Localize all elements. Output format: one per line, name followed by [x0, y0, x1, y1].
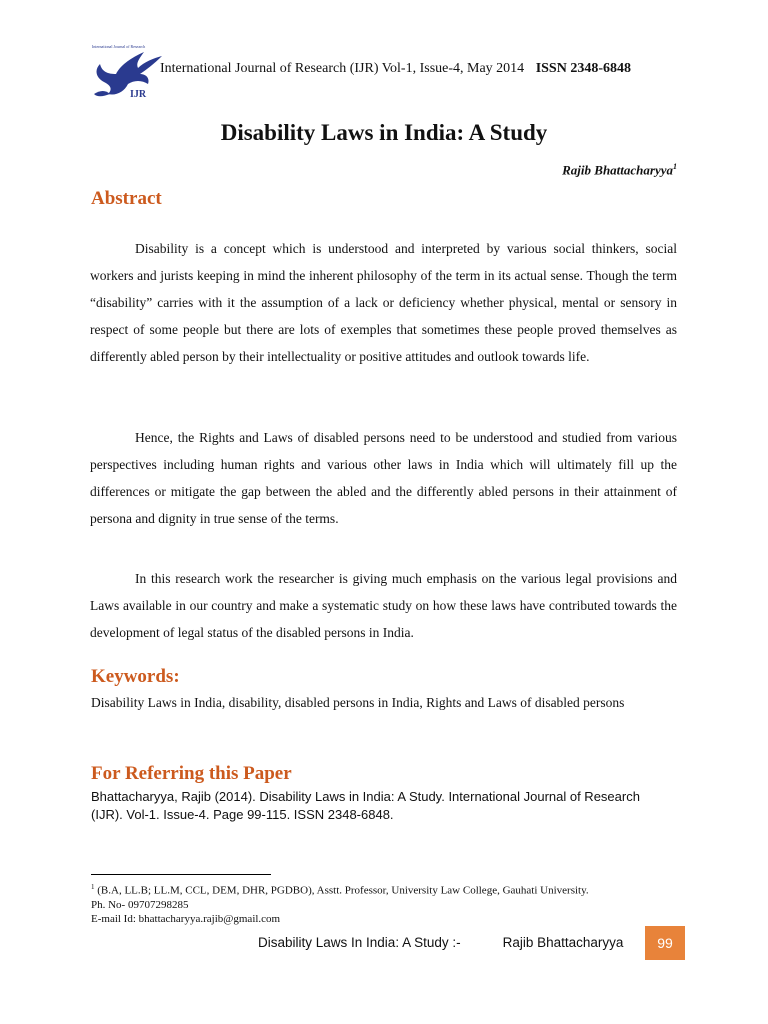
paper-author [562, 162, 677, 178]
running-title: Disability Laws In India: A Study :- [258, 935, 461, 950]
referring-heading: For Referring this Paper [91, 763, 292, 784]
footnote-line-phone: Ph. No- 09707298285 [91, 898, 189, 911]
keywords-text: Disability Laws in India, disability, disabled persons in India, Rights and Laws of disabled persons [91, 695, 625, 710]
running-author: Rajib Bhattacharyya [502, 935, 624, 950]
logo-abbreviation: IJR [130, 89, 147, 100]
citation-text: Bhattacharyya, Rajib (2014). Disability Laws in India: A Study. International Journal of Research (IJR). Vol-1. Issue-4. Page 99-115. ISSN 2348-6848. [91, 789, 640, 822]
abstract-paragraph: Disability is a concept which is understood and interpreted by various social thinkers, social workers and jurists keeping in mind the inherent philosophy of the term in its actual sense. Though the term “disability” carries with it the assumption of a lack or deficiency whether physical, mental or sensory in respect of some people but there are lots of exemples that sometimes these people proved themselves as differently abled person by their intellectuality or positive attitudes and outlook towards life. [90, 241, 677, 364]
abstract-paragraph: In this research work the researcher is giving much emphasis on the various legal provisions and Laws available in our country and make a systematic study on how these laws have contributed towards the development of legal status of the disabled persons in India. [90, 571, 677, 640]
journal-header [160, 61, 631, 77]
author-name: Rajib Bhattacharyya [562, 162, 673, 178]
running-footer [258, 935, 623, 950]
abstract-heading: Abstract [91, 188, 162, 209]
journal-info: International Journal of Research (IJR) Vol-1, Issue-4, May 2014 [160, 61, 525, 76]
footnote-line-email: E-mail Id: bhattacharyya.rajib@gmail.com [91, 912, 281, 925]
journal-issn: ISSN 2348-6848 [535, 61, 631, 76]
footnote [91, 880, 691, 926]
footnote-mark: 1 [91, 883, 95, 891]
footnote-line-affiliation: $^1$ (B.A, LL.B; LL.M, CCL, DEM, DHR, PGDBO), Asstt. Professor, University Law College, Gauhati University. [91, 883, 589, 897]
page-number-badge: 99 [645, 926, 685, 960]
pegasus-logo-icon [86, 44, 166, 106]
paper-title: Disability Laws in India: A Study [220, 120, 548, 145]
keywords-heading: Keywords: [91, 666, 180, 687]
journal-logo [86, 44, 166, 106]
footnote-divider [91, 874, 271, 875]
author-footnote-mark: 1 [673, 162, 677, 171]
logo-tagline: International Journal of Research [92, 44, 146, 49]
abstract-paragraph: Hence, the Rights and Laws of disabled persons need to be understood and studied from various perspectives including human rights and various other laws in India which will ultimately fill up the differences or mitigate the gap between the abled and the differently abled persons in their attainment of persona and dignity in true sense of the terms. [90, 430, 677, 526]
